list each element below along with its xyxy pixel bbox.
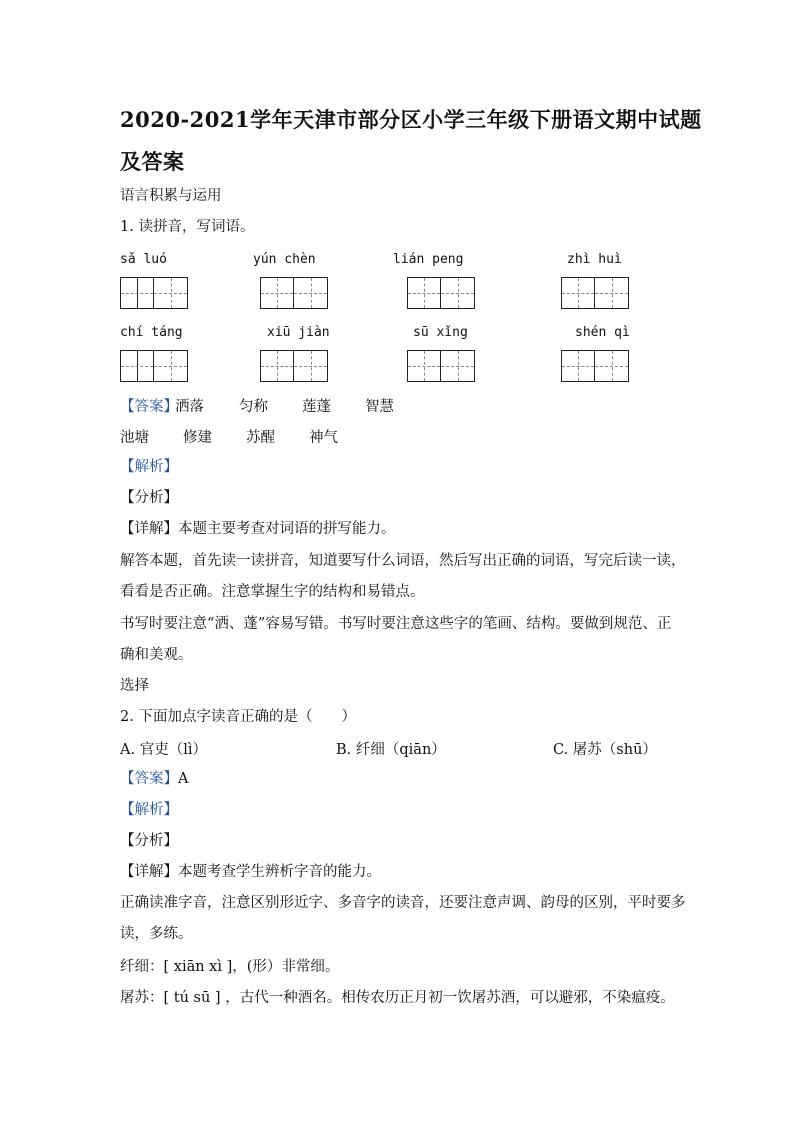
option-a[interactable]: A. 官吏（lì） xyxy=(120,742,207,758)
answer-line xyxy=(120,769,680,789)
analysis-heading: 【分析】 xyxy=(120,490,178,506)
answer-label: 【答案】 xyxy=(120,771,178,787)
option-b[interactable]: B. 纤细（qiān） xyxy=(336,742,446,758)
grid-cell[interactable] xyxy=(595,277,629,309)
explanation-text: 确和美观。 xyxy=(120,647,193,663)
answer-label: 【答案】 xyxy=(120,399,178,415)
pinyin-label: sū xǐng xyxy=(413,325,468,340)
answer-word: 匀称 xyxy=(239,399,268,415)
writing-grid[interactable] xyxy=(407,277,475,309)
grid-cell[interactable] xyxy=(154,350,188,382)
explanation-text: 屠苏：[ tú sū ] ，古代一种酒名。相传农历正月初一饮屠苏酒，可以避邪，不染瘟疫。 xyxy=(120,990,675,1006)
explanation-text: 解答本题，首先读一读拼音，知道要写什么词语，然后写出正确的词语，写完后读一读， xyxy=(120,553,686,569)
answer-word: 神气 xyxy=(309,430,338,446)
detail-text: 本题考查学生辨析字音的能力。 xyxy=(178,864,381,880)
answer-word: 莲蓬 xyxy=(302,399,331,415)
detail-line xyxy=(120,519,680,539)
grid-cell[interactable] xyxy=(561,350,595,382)
grid-cell[interactable] xyxy=(120,277,154,309)
writing-grid[interactable] xyxy=(120,350,188,382)
answer-word: 池塘 xyxy=(120,430,149,446)
explanation-text: 看看是否正确。注意掌握生字的结构和易错点。 xyxy=(120,584,425,600)
grid-cell[interactable] xyxy=(407,277,441,309)
detail-text: 本题主要考查对词语的拼写能力。 xyxy=(178,521,396,537)
detail-tag: 【详解】 xyxy=(120,521,178,537)
pinyin-label: zhì huì xyxy=(567,252,622,267)
explanation-text: 读，多练。 xyxy=(120,926,193,942)
grid-cell[interactable] xyxy=(441,350,475,382)
answer-word: 苏醒 xyxy=(246,430,275,446)
writing-grid[interactable] xyxy=(120,277,188,309)
grid-cell[interactable] xyxy=(561,277,595,309)
writing-grid[interactable] xyxy=(561,277,629,309)
question-2-prompt: 2. 下面加点字读音正确的是（ ） xyxy=(120,709,356,725)
writing-grid[interactable] xyxy=(260,350,328,382)
section-heading-choice: 选择 xyxy=(120,678,149,694)
pinyin-label: xiū jiàn xyxy=(267,325,330,340)
grid-cell[interactable] xyxy=(407,350,441,382)
grid-cell[interactable] xyxy=(294,277,328,309)
writing-grid[interactable] xyxy=(260,277,328,309)
writing-grid[interactable] xyxy=(561,350,629,382)
grid-cell[interactable] xyxy=(260,277,294,309)
pinyin-label: lián peng xyxy=(393,252,464,267)
analysis-label: 【解析】 xyxy=(120,802,178,818)
pinyin-label: shén qì xyxy=(575,325,630,340)
grid-cell[interactable] xyxy=(441,277,475,309)
grid-cell[interactable] xyxy=(120,350,154,382)
pinyin-label: yún chèn xyxy=(253,252,316,267)
grid-cell[interactable] xyxy=(294,350,328,382)
page-title: 2020-2021学年天津市部分区小学三年级下册语文期中试题 xyxy=(120,107,702,132)
option-c[interactable]: C. 屠苏（shū） xyxy=(553,742,657,758)
answer-word: 智慧 xyxy=(365,399,394,415)
explanation-text: 正确读准字音，注意区别形近字、多音字的读音，还要注意声调、韵母的区别，平时要多 xyxy=(120,895,686,911)
pinyin-label: sǎ luó xyxy=(120,252,167,267)
grid-cell[interactable] xyxy=(595,350,629,382)
analysis-label: 【解析】 xyxy=(120,459,178,475)
grid-cell[interactable] xyxy=(260,350,294,382)
writing-grid[interactable] xyxy=(407,350,475,382)
answer-value: A xyxy=(178,771,189,787)
detail-tag: 【详解】 xyxy=(120,864,178,880)
section-heading-accumulation: 语言积累与运用 xyxy=(120,188,222,204)
question-1-prompt: 1. 读拼音，写词语。 xyxy=(120,219,255,235)
explanation-text: 书写时要注意“洒、蓬”容易写错。书写时要注意这些字的笔画、结构。要做到规范、正 xyxy=(120,616,672,632)
grid-cell[interactable] xyxy=(154,277,188,309)
analysis-heading: 【分析】 xyxy=(120,833,178,849)
answer-word: 洒落 xyxy=(175,399,204,415)
explanation-text: 纤细：[ xiān xì ]，(形）非常细。 xyxy=(120,959,340,975)
answer-word: 修建 xyxy=(183,430,212,446)
page-title-continued: 及答案 xyxy=(120,149,185,174)
detail-line xyxy=(120,862,680,882)
pinyin-label: chí táng xyxy=(120,325,183,340)
